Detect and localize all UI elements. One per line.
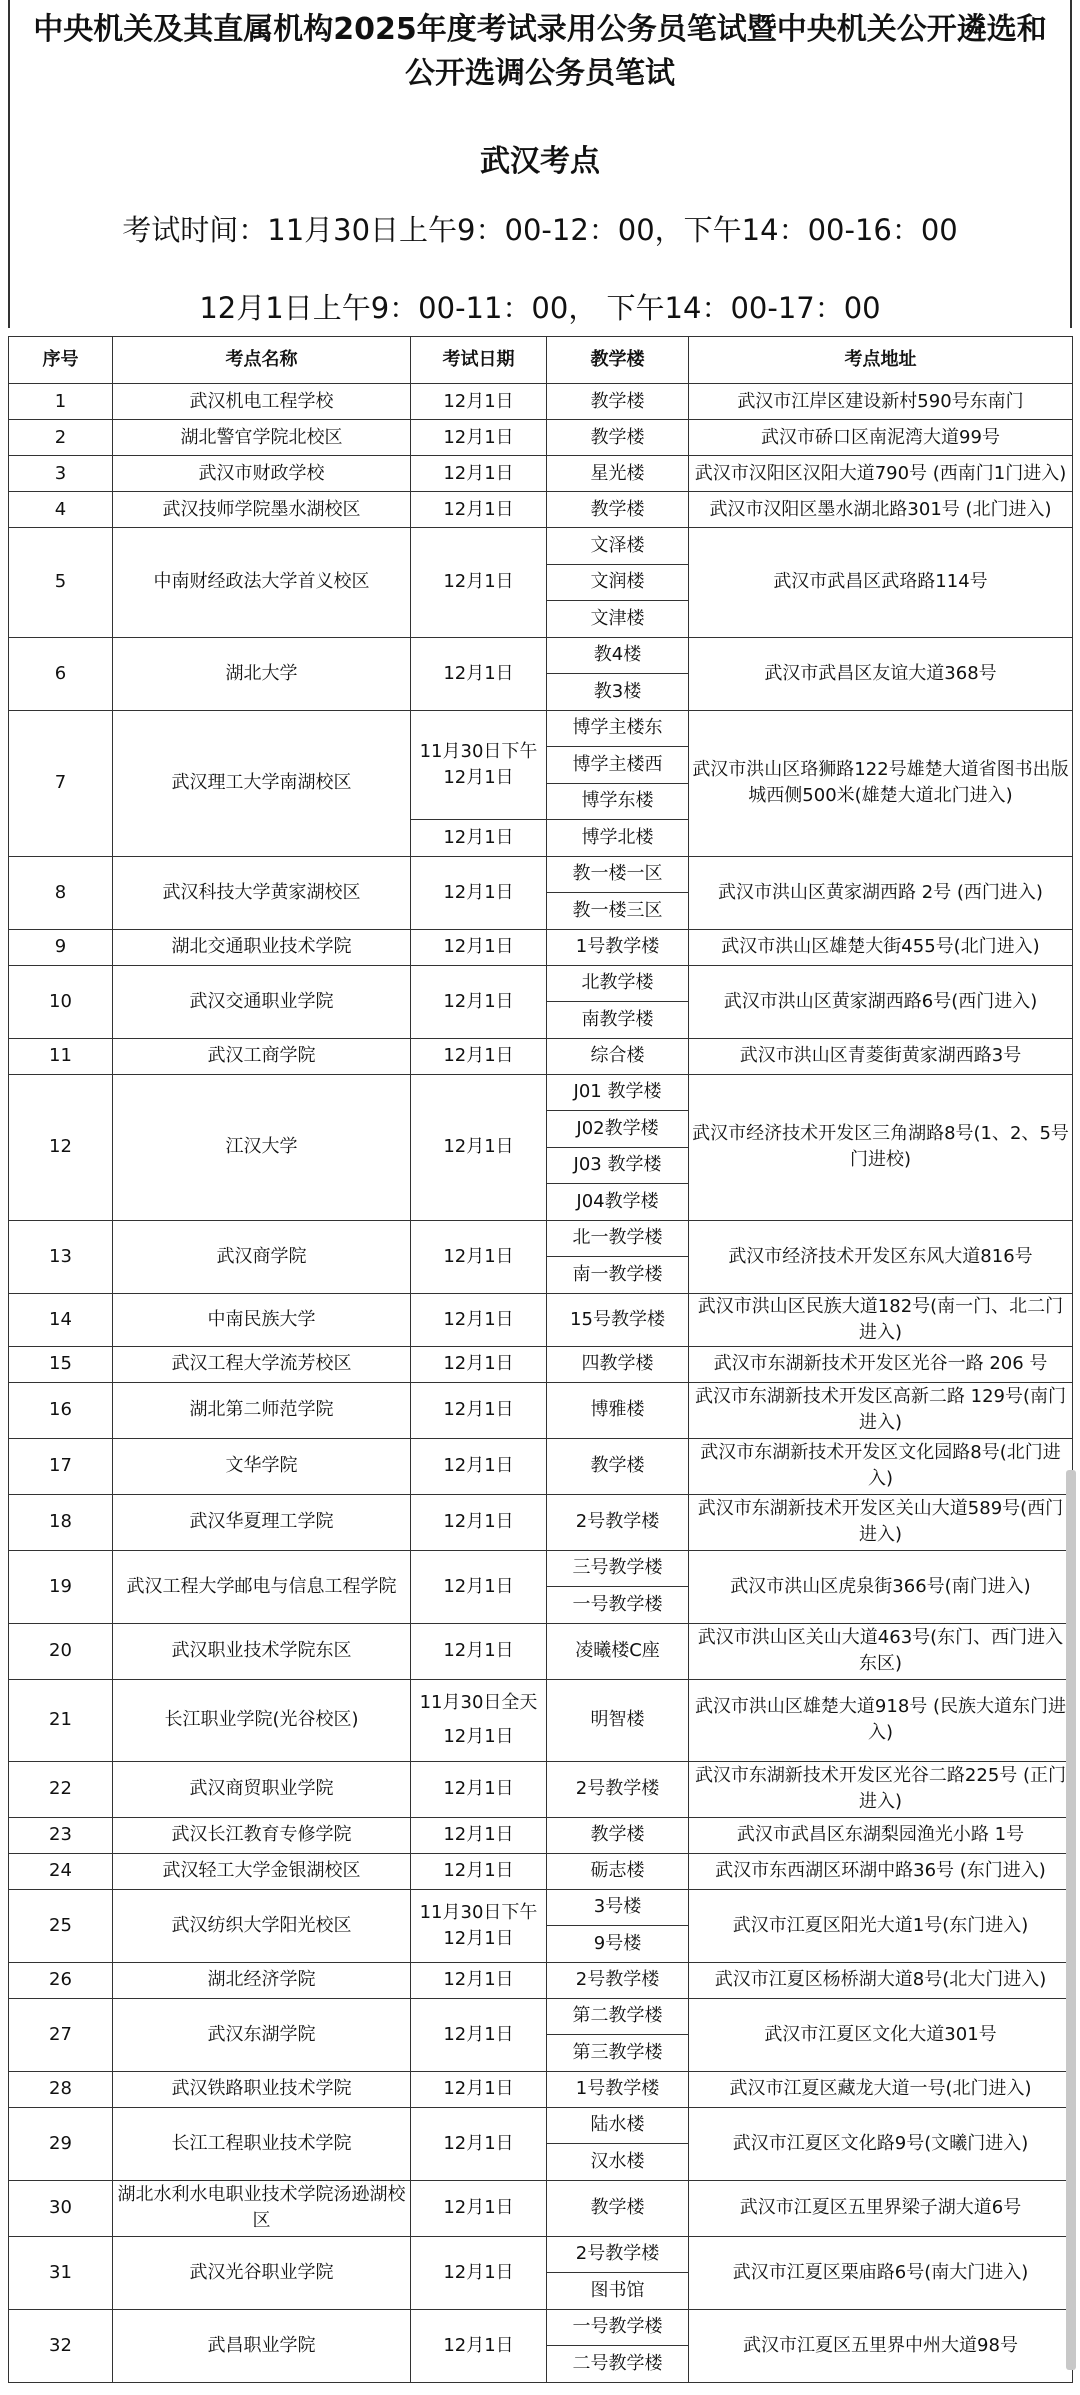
cell-site-name: 武汉轻工大学金银湖校区 [113,1853,411,1889]
header-address: 考点地址 [689,337,1073,384]
cell-site-name: 武昌职业学院 [113,2309,411,2382]
cell-exam-date: 12月1日 [411,1817,547,1853]
cell-address: 武汉市江夏区文化大道301号 [689,1998,1073,2071]
cell-building: 第二教学楼 [547,1998,689,2035]
table-row [9,2071,1073,2107]
cell-site-name: 湖北水利水电职业技术学院汤逊湖校区 [113,2180,411,2236]
cell-site-name: 湖北交通职业技术学院 [113,929,411,965]
table-row [9,710,1073,747]
table-row [9,456,1073,492]
cell-building: 教学楼 [547,384,689,420]
cell-exam-date: 12月1日 [411,1853,547,1889]
cell-building: J03 教学楼 [547,1147,689,1184]
cell-site-name: 武汉科技大学黄家湖校区 [113,856,411,929]
table-row [9,1438,1073,1494]
cell-address: 武汉市江夏区五里界中州大道98号 [689,2309,1073,2382]
cell-number: 6 [9,637,113,710]
cell-building: 综合楼 [547,1038,689,1074]
cell-address: 武汉市江岸区建设新村590号东南门 [689,384,1073,420]
cell-building: 教学楼 [547,1817,689,1853]
cell-building: 教4楼 [547,637,689,674]
cell-building: 一号教学楼 [547,2309,689,2346]
cell-exam-date: 12月1日 [411,1293,547,1346]
cell-building: 南一教学楼 [547,1257,689,1294]
cell-site-name: 武汉交通职业学院 [113,965,411,1038]
table-row [9,1761,1073,1817]
cell-address: 武汉市江夏区栗庙路6号(南大门进入) [689,2236,1073,2309]
table-row [9,965,1073,1002]
cell-building: 15号教学楼 [547,1293,689,1346]
cell-address: 武汉市洪山区黄家湖西路6号(西门进入) [689,965,1073,1038]
table-row [9,1998,1073,2035]
cell-building: 1号教学楼 [547,929,689,965]
cell-site-name: 武汉市财政学校 [113,456,411,492]
cell-number: 5 [9,528,113,638]
cell-number: 26 [9,1962,113,1998]
cell-number: 9 [9,929,113,965]
cell-exam-date: 12月1日 [411,1623,547,1679]
cell-building: 砺志楼 [547,1853,689,1889]
table-row [9,1889,1073,1926]
cell-address: 武汉市江夏区五里界梁子湖大道6号 [689,2180,1073,2236]
header-building: 教学楼 [547,337,689,384]
table-row [9,1293,1073,1346]
table-row [9,1817,1073,1853]
cell-site-name: 武汉工商学院 [113,1038,411,1074]
cell-building: 陆水楼 [547,2107,689,2144]
cell-exam-date: 12月1日 [411,456,547,492]
cell-site-name: 武汉商学院 [113,1220,411,1293]
cell-exam-date: 12月1日 [411,637,547,710]
cell-number: 28 [9,2071,113,2107]
cell-site-name: 湖北警官学院北校区 [113,420,411,456]
cell-building: 北一教学楼 [547,1220,689,1257]
cell-address: 武汉市江夏区杨桥湖大道8号(北大门进入) [689,1962,1073,1998]
cell-number: 7 [9,710,113,856]
cell-address: 武汉市洪山区黄家湖西路 2号 (西门进入) [689,856,1073,929]
cell-exam-date: 12月1日 [411,1998,547,2071]
cell-address: 武汉市江夏区藏龙大道一号(北门进入) [689,2071,1073,2107]
cell-building: 博学东楼 [547,783,689,820]
cell-site-name: 中南财经政法大学首义校区 [113,528,411,638]
cell-site-name: 武汉商贸职业学院 [113,1761,411,1817]
table-row [9,1382,1073,1438]
cell-exam-date: 12月1日 [411,1382,547,1438]
cell-exam-date: 11月30日下午12月1日 [411,710,547,820]
table-row [9,1853,1073,1889]
cell-exam-date: 12月1日 [411,1220,547,1293]
cell-address: 武汉市武昌区武珞路114号 [689,528,1073,638]
cell-number: 22 [9,1761,113,1817]
cell-exam-date: 12月1日 [411,384,547,420]
exam-date-line: 12月1日 [443,1726,514,1747]
cell-number: 27 [9,1998,113,2071]
cell-site-name: 武汉机电工程学校 [113,384,411,420]
cell-number: 11 [9,1038,113,1074]
cell-building: 图书馆 [547,2273,689,2310]
cell-site-name: 文华学院 [113,1438,411,1494]
table-row [9,1038,1073,1074]
table-row [9,1220,1073,1257]
cell-number: 3 [9,456,113,492]
table-row [9,528,1073,565]
exam-time-line-2: 12月1日上午9：00-11：00， 下午14：00-17：00 [199,291,881,325]
cell-number: 10 [9,965,113,1038]
cell-number: 18 [9,1494,113,1550]
cell-exam-date: 12月1日 [411,929,547,965]
table-row [9,420,1073,456]
cell-address: 武汉市洪山区雄楚大街455号(北门进入) [689,929,1073,965]
exam-site-title: 武汉考点 [480,144,600,179]
header-site-name: 考点名称 [113,337,411,384]
cell-building: 南教学楼 [547,1002,689,1039]
cell-number: 12 [9,1074,113,1220]
header-number: 序号 [9,337,113,384]
cell-number: 25 [9,1889,113,1962]
table-row [9,1962,1073,1998]
cell-number: 23 [9,1817,113,1853]
cell-address: 武汉市东湖新技术开发区文化园路8号(北门进入) [689,1438,1073,1494]
cell-site-name: 武汉工程大学流芳校区 [113,1346,411,1382]
cell-exam-date: 12月1日 [411,1494,547,1550]
cell-exam-date: 12月1日 [411,856,547,929]
cell-site-name: 湖北第二师范学院 [113,1382,411,1438]
cell-address: 武汉市洪山区珞狮路122号雄楚大道省图书出版城西侧500米(雄楚大道北门进入) [689,710,1073,856]
cell-site-name: 长江职业学院(光谷校区) [113,1679,411,1761]
cell-exam-date: 12月1日 [411,420,547,456]
cell-number: 16 [9,1382,113,1438]
table-row [9,1679,1073,1761]
cell-number: 30 [9,2180,113,2236]
cell-site-name: 武汉工程大学邮电与信息工程学院 [113,1550,411,1623]
cell-exam-date: 12月1日 [411,528,547,638]
cell-building: 2号教学楼 [547,1962,689,1998]
cell-site-name: 武汉职业技术学院东区 [113,1623,411,1679]
table-row [9,2236,1073,2273]
document-header [8,0,1072,328]
cell-exam-date: 12月1日 [411,1038,547,1074]
cell-building: 9号楼 [547,1926,689,1963]
cell-address: 武汉市洪山区关山大道463号(东门、西门进入东区) [689,1623,1073,1679]
cell-number: 29 [9,2107,113,2180]
cell-site-name: 武汉光谷职业学院 [113,2236,411,2309]
cell-number: 31 [9,2236,113,2309]
cell-address: 武汉市洪山区青菱街黄家湖西路3号 [689,1038,1073,1074]
exam-time-line-1: 考试时间：11月30日上午9：00-12：00，下午14：00-16：00 [122,213,958,247]
table-row [9,492,1073,528]
cell-exam-date [411,1679,547,1761]
cell-number: 8 [9,856,113,929]
cell-building: 第三教学楼 [547,2035,689,2072]
table-body [9,384,1073,2383]
cell-building: 凌曦楼C座 [547,1623,689,1679]
table-header-row [9,337,1073,384]
cell-address: 武汉市东湖新技术开发区光谷二路225号 (正门进入) [689,1761,1073,1817]
cell-building: 三号教学楼 [547,1550,689,1587]
cell-building: 文津楼 [547,601,689,638]
cell-address: 武汉市洪山区虎泉街366号(南门进入) [689,1550,1073,1623]
cell-address: 武汉市武昌区东湖梨园渔光小路 1号 [689,1817,1073,1853]
cell-number: 19 [9,1550,113,1623]
cell-site-name: 武汉长江教育专修学院 [113,1817,411,1853]
cell-address: 武汉市江夏区文化路9号(文曦门进入) [689,2107,1073,2180]
cell-number: 20 [9,1623,113,1679]
cell-site-name: 江汉大学 [113,1074,411,1220]
cell-site-name: 武汉技师学院墨水湖校区 [113,492,411,528]
cell-number: 1 [9,384,113,420]
cell-exam-date: 12月1日 [411,2071,547,2107]
cell-building: 教学楼 [547,2180,689,2236]
cell-site-name: 湖北经济学院 [113,1962,411,1998]
table-row [9,1494,1073,1550]
cell-site-name: 中南民族大学 [113,1293,411,1346]
cell-building: J02教学楼 [547,1111,689,1148]
cell-building: 博学北楼 [547,820,689,857]
cell-exam-date: 12月1日 [411,820,547,857]
cell-building: 明智楼 [547,1679,689,1761]
cell-address: 武汉市洪山区雄楚大道918号 (民族大道东门进入) [689,1679,1073,1761]
cell-exam-date: 12月1日 [411,1074,547,1220]
cell-building: 星光楼 [547,456,689,492]
cell-address: 武汉市东湖新技术开发区关山大道589号(西门进入) [689,1494,1073,1550]
cell-site-name: 武汉铁路职业技术学院 [113,2071,411,2107]
cell-exam-date: 12月1日 [411,965,547,1038]
cell-number: 4 [9,492,113,528]
cell-building: 教学楼 [547,1438,689,1494]
cell-site-name: 湖北大学 [113,637,411,710]
cell-address: 武汉市东西湖区环湖中路36号 (东门进入) [689,1853,1073,1889]
cell-building: 文泽楼 [547,528,689,565]
cell-building: J04教学楼 [547,1184,689,1221]
cell-building: 博学主楼东 [547,710,689,747]
cell-number: 24 [9,1853,113,1889]
cell-building: 2号教学楼 [547,1494,689,1550]
cell-site-name: 武汉东湖学院 [113,1998,411,2071]
exam-site-table [8,336,1073,2383]
cell-exam-date: 11月30日下午12月1日 [411,1889,547,1962]
cell-exam-date: 12月1日 [411,1346,547,1382]
cell-building: 四教学楼 [547,1346,689,1382]
table-row [9,856,1073,893]
cell-exam-date: 12月1日 [411,2236,547,2309]
cell-exam-date: 12月1日 [411,2180,547,2236]
cell-building: 3号楼 [547,1889,689,1926]
cell-exam-date: 12月1日 [411,1550,547,1623]
cell-building: 汉水楼 [547,2144,689,2181]
document-title: 中央机关及其直属机构2025年度考试录用公务员笔试暨中央机关公开遴选和公开选调公务员笔试 [33,12,1047,91]
cell-address: 武汉市经济技术开发区三角湖路8号(1、2、5号门进校) [689,1074,1073,1220]
table-row [9,2180,1073,2236]
cell-building: 教一楼一区 [547,856,689,893]
cell-number: 2 [9,420,113,456]
cell-number: 32 [9,2309,113,2382]
cell-building: 教一楼三区 [547,893,689,930]
cell-exam-date: 12月1日 [411,1438,547,1494]
cell-address: 武汉市江夏区阳光大道1号(东门进入) [689,1889,1073,1962]
cell-number: 21 [9,1679,113,1761]
table-row [9,384,1073,420]
cell-address: 武汉市东湖新技术开发区光谷一路 206 号 [689,1346,1073,1382]
cell-exam-date: 12月1日 [411,2107,547,2180]
header-exam-date: 考试日期 [411,337,547,384]
cell-address: 武汉市硚口区南泥湾大道99号 [689,420,1073,456]
cell-exam-date: 12月1日 [411,2309,547,2382]
cell-building: 博学主楼西 [547,747,689,784]
cell-building: J01 教学楼 [547,1074,689,1111]
cell-exam-date: 12月1日 [411,1761,547,1817]
cell-building: 教学楼 [547,492,689,528]
cell-site-name: 武汉纺织大学阳光校区 [113,1889,411,1962]
cell-number: 14 [9,1293,113,1346]
cell-building: 北教学楼 [547,965,689,1002]
table-row [9,1346,1073,1382]
table-row [9,929,1073,965]
cell-building: 一号教学楼 [547,1587,689,1624]
table-row [9,1550,1073,1587]
cell-exam-date: 12月1日 [411,492,547,528]
cell-building: 二号教学楼 [547,2346,689,2383]
table-row [9,2107,1073,2144]
cell-number: 15 [9,1346,113,1382]
cell-building: 2号教学楼 [547,1761,689,1817]
scrollbar[interactable] [1066,1470,1076,2370]
cell-building: 博雅楼 [547,1382,689,1438]
table-row [9,2309,1073,2346]
cell-number: 17 [9,1438,113,1494]
cell-building: 1号教学楼 [547,2071,689,2107]
exam-date-line: 11月30日全天 [419,1692,538,1713]
cell-site-name: 武汉理工大学南湖校区 [113,710,411,856]
cell-building: 文润楼 [547,564,689,601]
cell-site-name: 长江工程职业技术学院 [113,2107,411,2180]
cell-address: 武汉市汉阳区汉阳大道790号 (西南门1门进入) [689,456,1073,492]
cell-number: 13 [9,1220,113,1293]
cell-address: 武汉市汉阳区墨水湖北路301号 (北门进入) [689,492,1073,528]
cell-exam-date: 12月1日 [411,1962,547,1998]
cell-address: 武汉市经济技术开发区东风大道816号 [689,1220,1073,1293]
cell-building: 2号教学楼 [547,2236,689,2273]
cell-building: 教3楼 [547,674,689,711]
table-row [9,1623,1073,1679]
cell-building: 教学楼 [547,420,689,456]
cell-site-name: 武汉华夏理工学院 [113,1494,411,1550]
cell-address: 武汉市武昌区友谊大道368号 [689,637,1073,710]
table-row [9,1074,1073,1111]
cell-address: 武汉市洪山区民族大道182号(南一门、北二门进入) [689,1293,1073,1346]
table-row [9,637,1073,674]
cell-address: 武汉市东湖新技术开发区高新二路 129号(南门进入) [689,1382,1073,1438]
